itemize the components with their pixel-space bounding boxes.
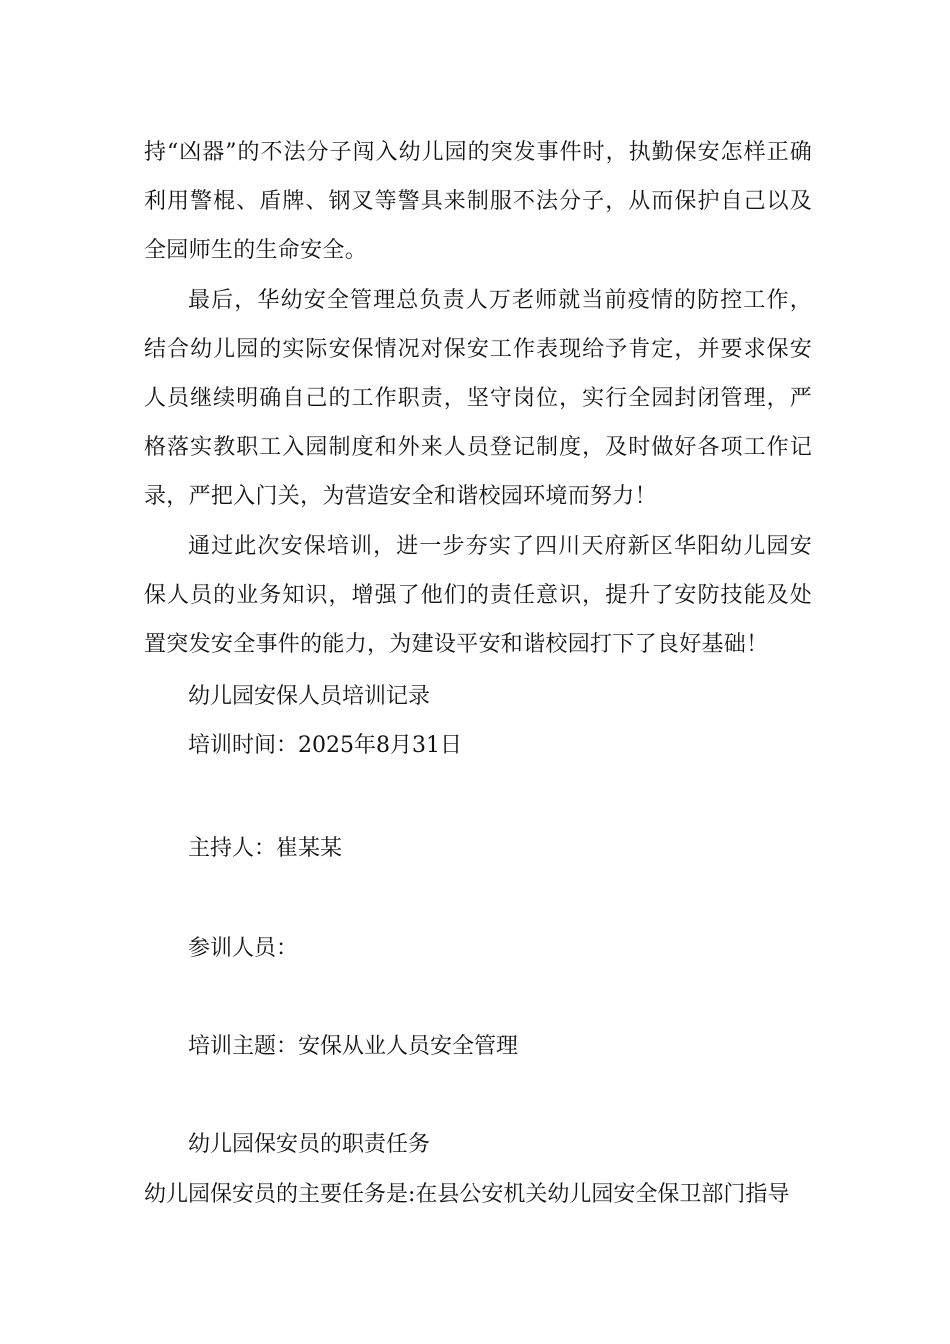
- paragraph-security-incident: 持“凶器”的不法分子闯入幼儿园的突发事件时，执勤保安怎样正确利用警棍、盾牌、钢叉等警具来制服不法分子，从而保护自己以及全园师生的生命安全。: [144, 140, 812, 263]
- record-title: 幼儿园安保人员培训记录: [188, 684, 431, 709]
- duties-heading: 幼儿园保安员的职责任务: [188, 1132, 431, 1157]
- paragraph-management-summary: 最后，华幼安全管理总负责人万老师就当前疫情的防控工作，结合幼儿园的实际安保情况对保安工作表现给予肯定，并要求保安人员继续明确自己的工作职责，坚守岗位，实行全园封闭管理，严格落实教职工入园制度和外来人员登记制度，及时做好各项工作记录，严把入门关，为营造安全和谐校园环境而努力！: [144, 288, 812, 509]
- training-time: 培训时间：2025年8月31日: [188, 733, 462, 758]
- training-participants: 参训人员：: [188, 936, 299, 961]
- training-theme: 培训主题：安保从业人员安全管理: [188, 1034, 519, 1059]
- duties-text: 幼儿园保安员的主要任务是:在县公安机关幼儿园安全保卫部门指导: [144, 1182, 790, 1207]
- training-host: 主持人：崔某某: [188, 836, 343, 861]
- paragraph-training-result: 通过此次安保培训，进一步夯实了四川天府新区华阳幼儿园安保人员的业务知识，增强了他们的责任意识，提升了安防技能及处置突发安全事件的能力，为建设平安和谐校园打下了良好基础！: [144, 534, 812, 657]
